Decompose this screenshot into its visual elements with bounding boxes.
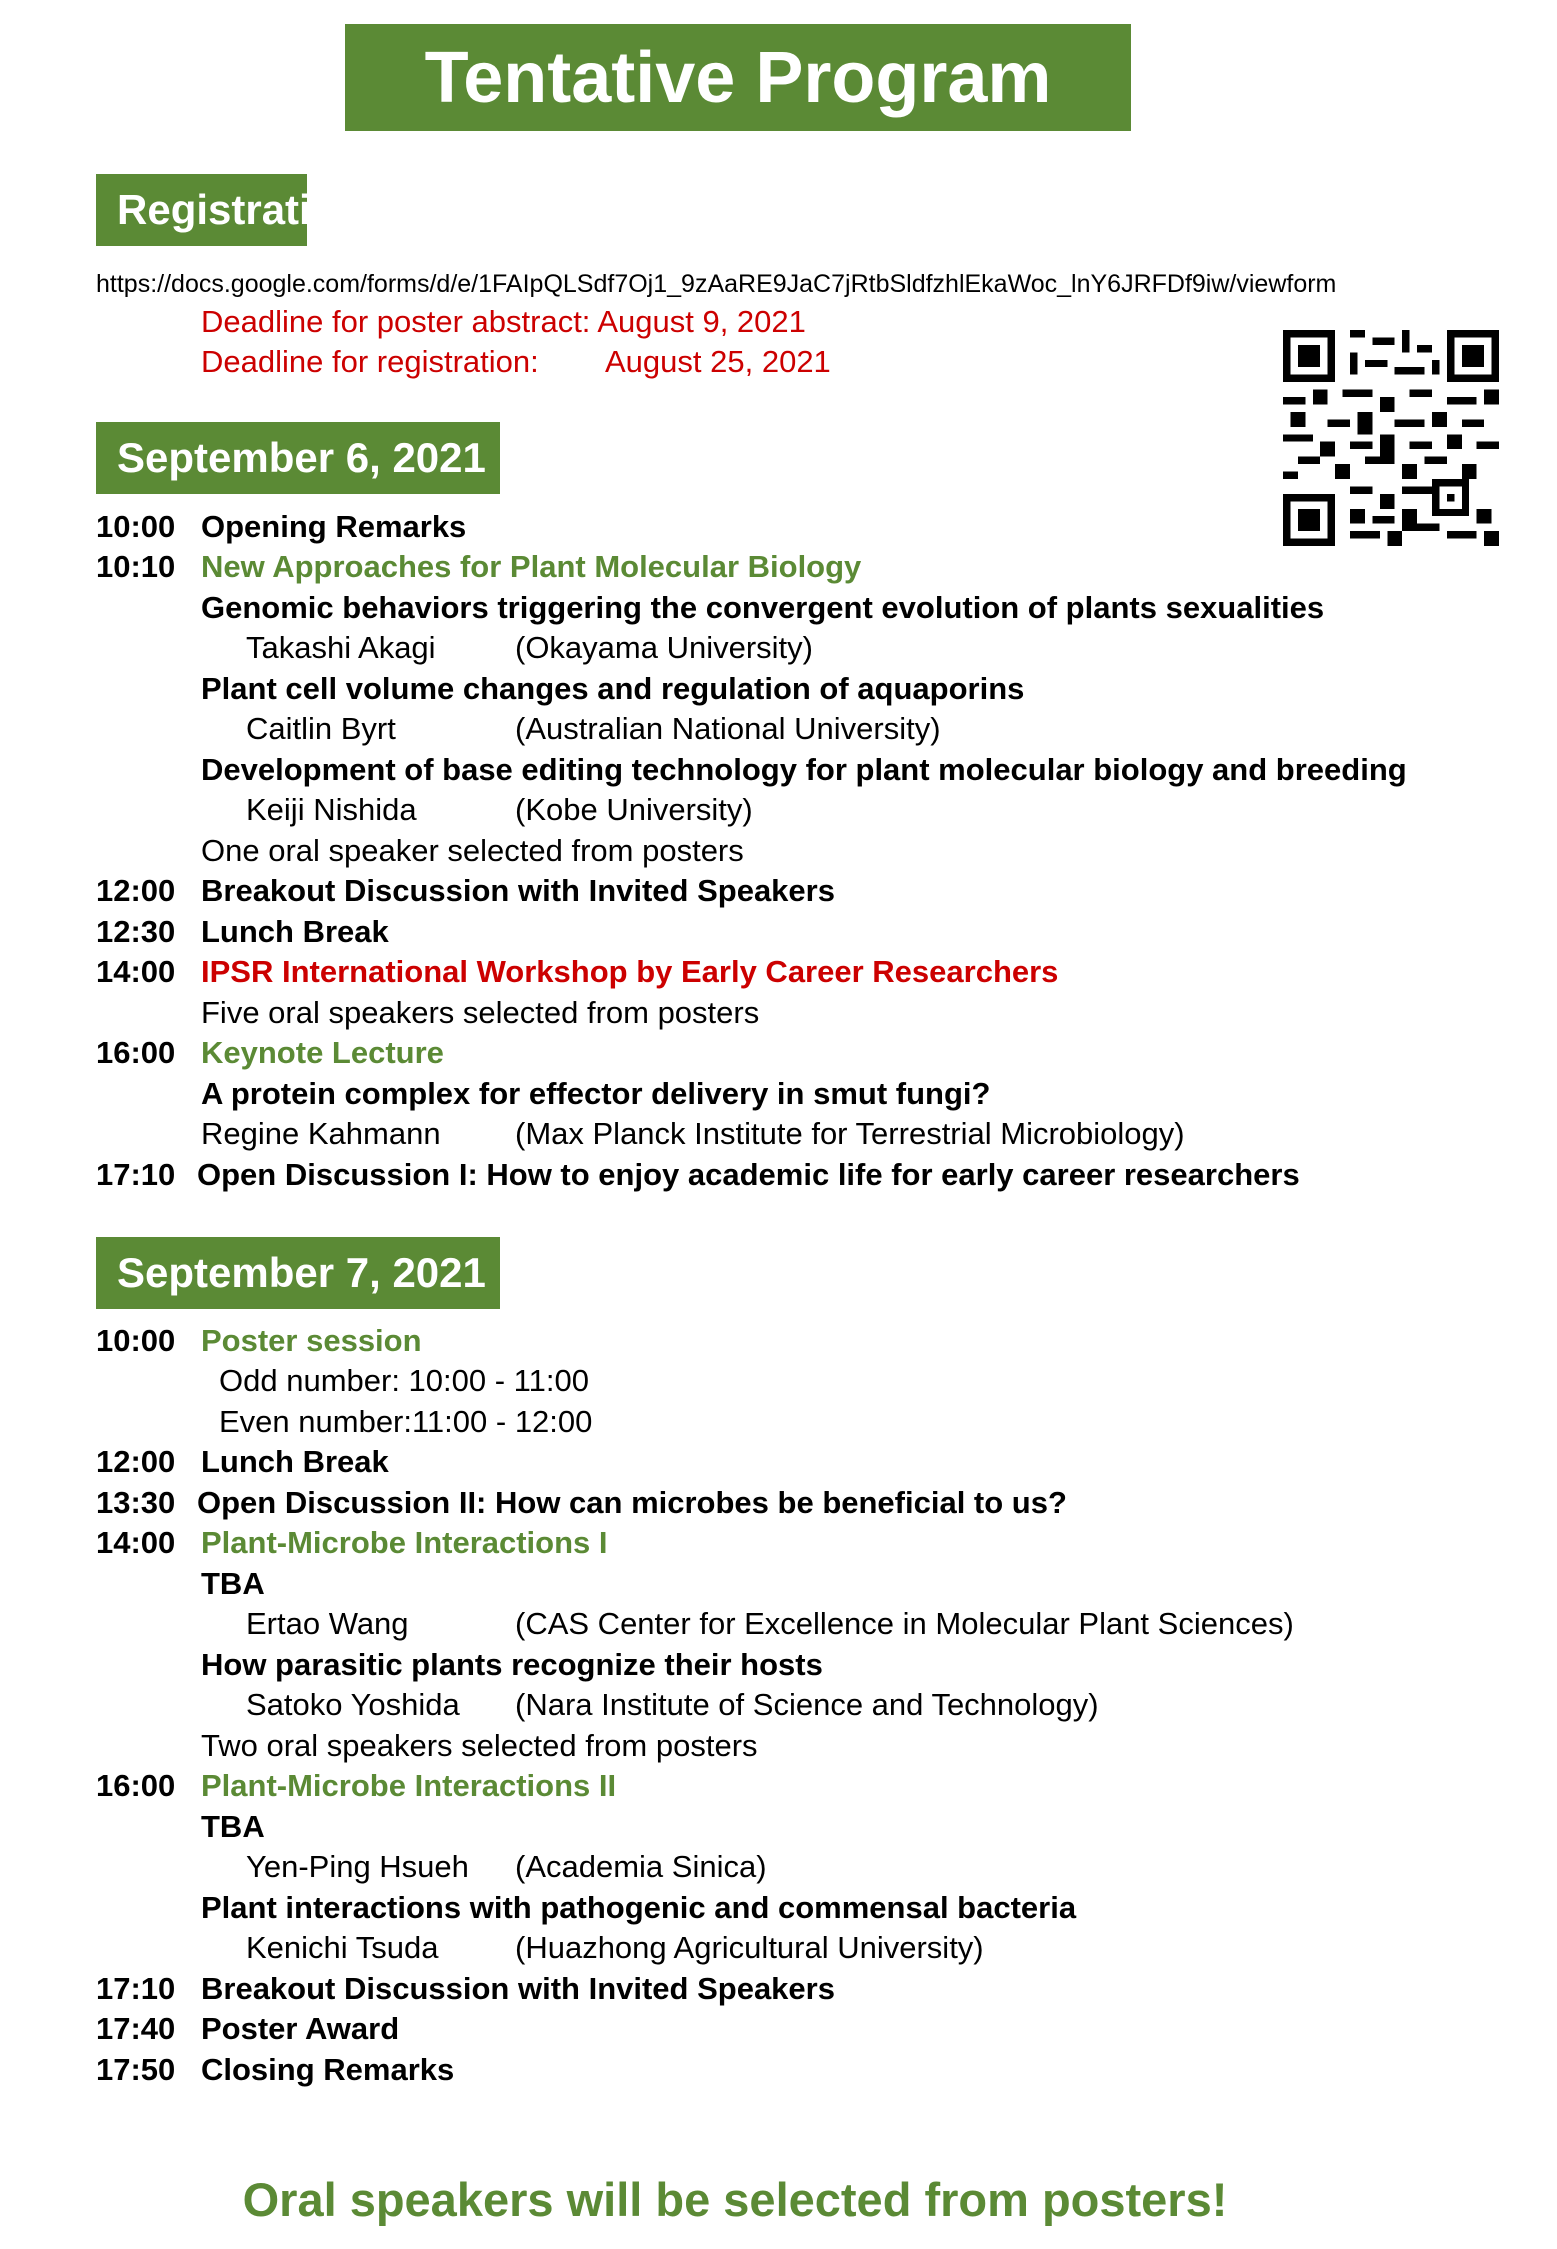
time: 17:10 (96, 1157, 176, 1192)
page-title: Tentative Program (345, 24, 1131, 131)
registration-link[interactable]: https://docs.google.com/forms/d/e/1FAIpQLSdf7Oj1_9zAaRE9JaC7jRtbSldfzhlEkaWoc_lnY6JRFDf9iw/viewform (96, 270, 1337, 298)
speaker-name: Ertao Wang (246, 1606, 409, 1641)
deadline-poster-label: Deadline for poster abstract: (201, 304, 591, 339)
deadline-poster (201, 304, 806, 340)
time: 10:10 (96, 549, 176, 584)
speaker-name: Satoko Yoshida (246, 1687, 460, 1722)
session-title: Keynote Lecture (201, 1035, 444, 1070)
speaker-affiliation: (Australian National University) (515, 711, 941, 746)
speaker-name: Takashi Akagi (246, 630, 436, 665)
item-title: Poster Award (201, 2011, 400, 2046)
time: 16:00 (96, 1768, 176, 1803)
session-title: New Approaches for Plant Molecular Biology (201, 549, 862, 584)
session-title: IPSR International Workshop by Early Career Researchers (201, 954, 1059, 989)
speaker-affiliation: (Max Planck Institute for Terrestrial Microbiology) (515, 1116, 1185, 1151)
day2-header: September 7, 2021 (96, 1237, 500, 1309)
time: 14:00 (96, 1525, 176, 1560)
speaker-name: Yen-Ping Hsueh (246, 1849, 469, 1884)
item-title: Closing Remarks (201, 2052, 455, 2087)
qr-code-icon[interactable] (1283, 330, 1499, 546)
speaker-affiliation: (Kobe University) (515, 792, 753, 827)
session-title: Poster session (201, 1323, 422, 1358)
item-title: Lunch Break (201, 1444, 389, 1479)
deadline-registration (201, 344, 831, 380)
session-title: Plant-Microbe Interactions I (201, 1525, 608, 1560)
item-title: Open Discussion II: How can microbes be beneficial to us? (197, 1485, 1067, 1520)
speaker-name: Regine Kahmann (201, 1116, 441, 1151)
time: 17:40 (96, 2011, 176, 2046)
time: 10:00 (96, 1323, 176, 1358)
item-title: Opening Remarks (201, 509, 467, 544)
item-title: Open Discussion I: How to enjoy academic life for early career researchers (197, 1157, 1300, 1192)
time: 13:30 (96, 1485, 176, 1520)
speaker-affiliation: (Okayama University) (515, 630, 813, 665)
speaker-affiliation: (CAS Center for Excellence in Molecular Plant Sciences) (515, 1606, 1294, 1641)
speaker-name: Keiji Nishida (246, 792, 417, 827)
speaker-affiliation: (Academia Sinica) (515, 1849, 767, 1884)
item-title: Breakout Discussion with Invited Speakers (201, 1971, 835, 2006)
footer-note: Oral speakers will be selected from posters! (242, 2173, 1228, 2226)
speaker-affiliation: (Nara Institute of Science and Technology) (515, 1687, 1099, 1722)
time: 12:00 (96, 873, 176, 908)
registration-header: Registration (96, 174, 307, 246)
time: 16:00 (96, 1035, 176, 1070)
speaker-affiliation: (Huazhong Agricultural University) (515, 1930, 984, 1965)
speaker-name: Kenichi Tsuda (246, 1930, 439, 1965)
deadline-registration-date: August 25, 2021 (605, 344, 831, 379)
time: 17:50 (96, 2052, 176, 2087)
deadline-registration-label: Deadline for registration: (201, 344, 539, 379)
session-title: Plant-Microbe Interactions II (201, 1768, 617, 1803)
time: 12:30 (96, 914, 176, 949)
item-title: Lunch Break (201, 914, 389, 949)
time: 17:10 (96, 1971, 176, 2006)
time: 12:00 (96, 1444, 176, 1479)
item-title: Breakout Discussion with Invited Speakers (201, 873, 835, 908)
deadline-poster-date: August 9, 2021 (597, 304, 806, 339)
time: 14:00 (96, 954, 176, 989)
time: 10:00 (96, 509, 176, 544)
day1-header: September 6, 2021 (96, 422, 500, 494)
speaker-name: Caitlin Byrt (246, 711, 396, 746)
